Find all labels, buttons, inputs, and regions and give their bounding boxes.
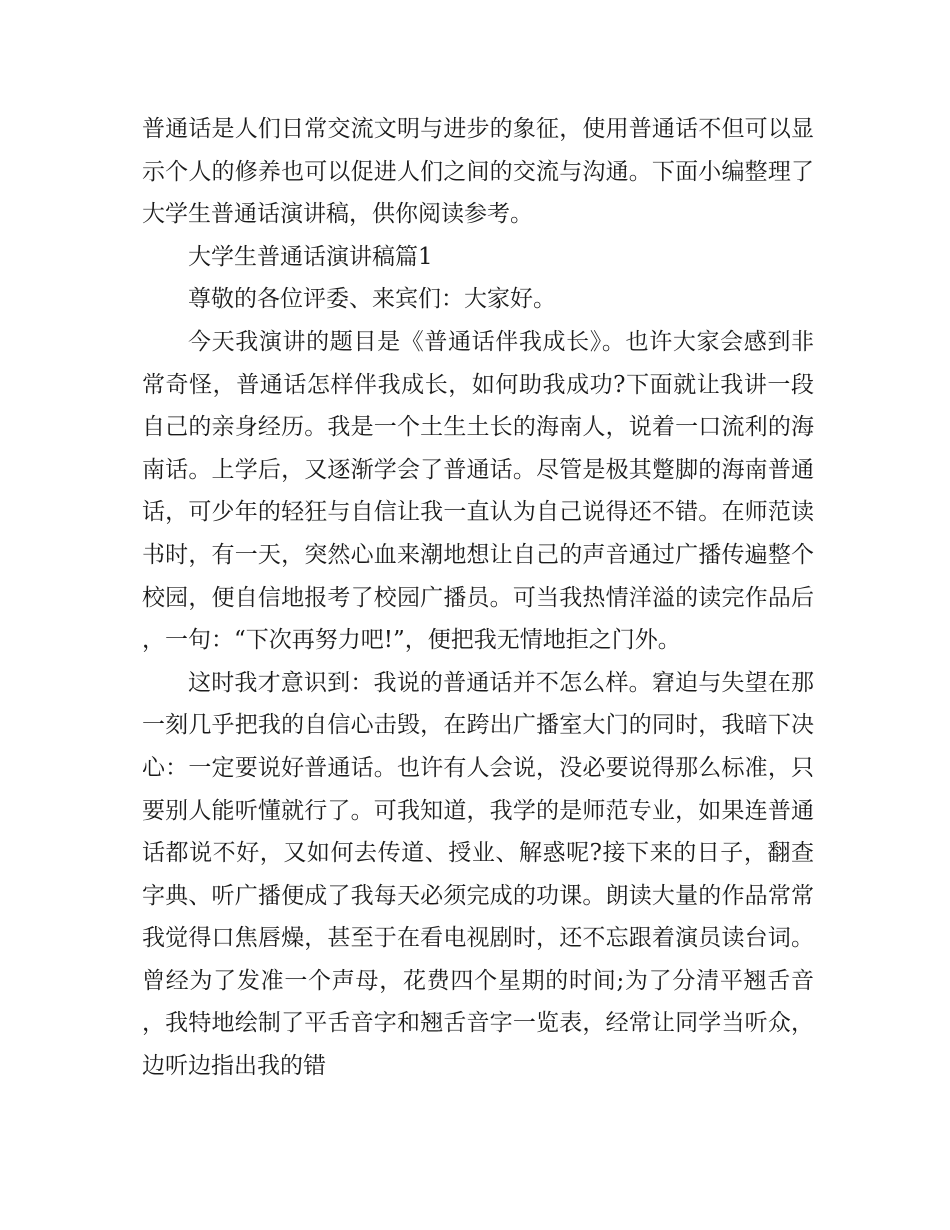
section-heading: 大学生普通话演讲稿篇1 <box>188 243 433 270</box>
document-body <box>142 108 814 1088</box>
body-paragraph: 今天我演讲的题目是《普通话伴我成长》。也许大家会感到非常奇怪，普通话怎样伴我成长，如何助我成功?下面就让我讲一段自己的亲身经历。我是一个土生土长的海南人，说着一口流利的海南话。上学后，又逐渐学会了普通话。尽管是极其蹩脚的海南普通话，可少年的轻狂与自信让我一直认为自己说得还不错。在师范读书时，有一天，突然心血来潮地想让自己的声音通过广播传遍整个校园，便自信地报考了校园广播员。可当我热情洋溢的读完作品后，一句：“下次再努力吧!”，便把我无情地拒之门外。 <box>142 328 814 654</box>
greeting-paragraph: 尊敬的各位评委、来宾们：大家好。 <box>188 286 556 313</box>
body-paragraph: 这时我才意识到：我说的普通话并不怎么样。窘迫与失望在那一刻几乎把我的自信心击毁，在跨出广播室大门的同时，我暗下决心：一定要说好普通话。也许有人会说，没必要说得那么标准，只要别人能听懂就行了。可我知道，我学的是师范专业，如果连普通话都说不好，又如何去传道、授业、解惑呢?接下来的日子，翻查字典、听广播便成了我每天必须完成的功课。朗读大量的作品常常我觉得口焦唇燥，甚至于在看电视剧时，还不忘跟着演员读台词。曾经为了发准一个声母，花费四个星期的时间;为了分清平翘舌音，我特地绘制了平舌音字和翘舌音字一览表，经常让同学当听众，边听边指出我的错 <box>142 669 814 1080</box>
intro-paragraph: 普通话是人们日常交流文明与进步的象征，使用普通话不但可以显示个人的修养也可以促进人们之间的交流与沟通。下面小编整理了大学生普通话演讲稿，供你阅读参考。 <box>142 116 814 228</box>
